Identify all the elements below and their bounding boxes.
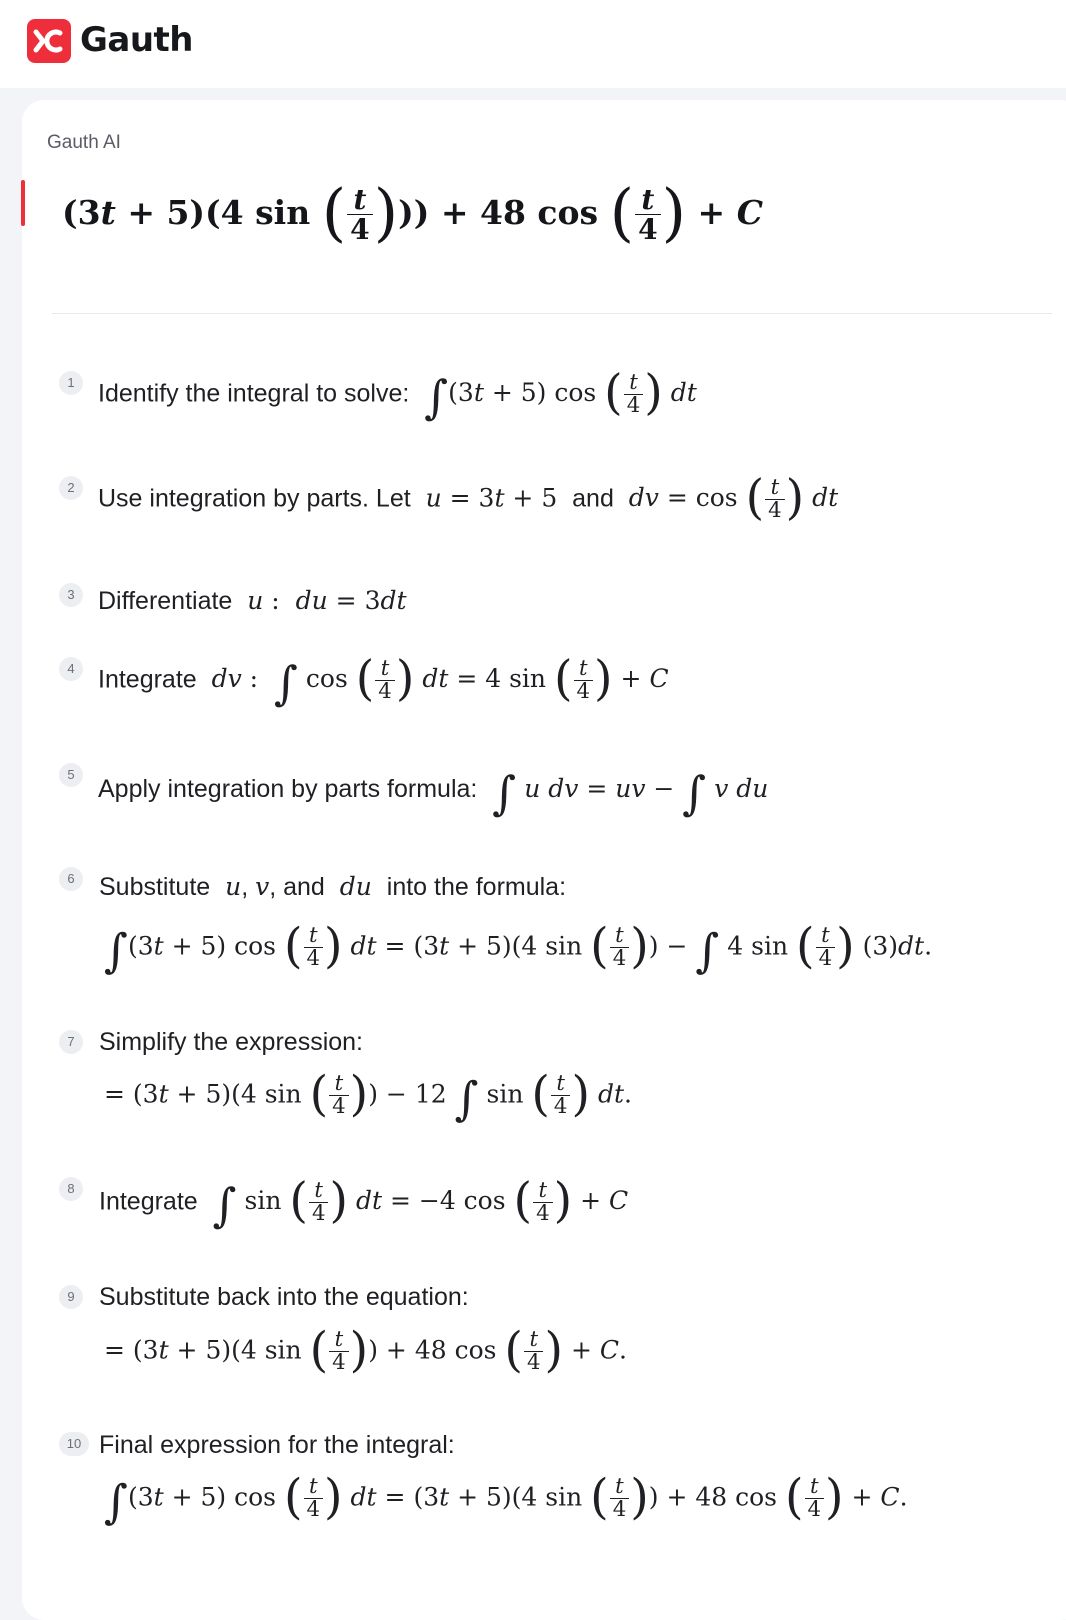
step-9-equation: = (3t + 5)(4 sin ( $\frac{t}{4}$ )) + 48 cos ( $\frac{t}{4}$ ) + C. — [104, 1322, 627, 1378]
final-answer: (3t + 5)(4 sin ( $\frac{t}{4}$ ))) + 48 cos ( $\frac{t}{4}$ ) + C — [62, 175, 763, 249]
step-number: 5 — [59, 763, 83, 787]
step-number: 3 — [59, 583, 83, 607]
app-name[interactable]: Gauth — [80, 20, 194, 60]
step-8-text: Integrate ∫ sin ( $\frac{t}{4}$ ) dt = −4 cos ( $\frac{t}{4}$ ) + C — [99, 1173, 629, 1233]
step-number: 4 — [59, 657, 83, 681]
step-5-text: Apply integration by parts formula: ∫ u dv = uv − ∫ v du — [98, 766, 769, 820]
step-2-text: Use integration by parts. Let u = 3t + 5 and dv = cos ( $\frac{t}{4}$ ) dt — [98, 470, 839, 526]
step-1-text: Identify the integral to solve: ∫(3t + 5) cos ( $\frac{t}{4}$ ) dt — [98, 365, 697, 425]
gauth-logo-icon[interactable] — [27, 19, 71, 63]
step-10-text: Final expression for the integral: — [99, 1431, 455, 1459]
step-number: 9 — [59, 1285, 83, 1309]
step-number: 1 — [59, 371, 83, 395]
step-number: 10 — [59, 1432, 89, 1456]
step-7-equation: = (3t + 5)(4 sin ( $\frac{t}{4}$ )) − 12 ∫ sin ( $\frac{t}{4}$ ) dt. — [104, 1066, 632, 1126]
step-10-equation: ∫(3t + 5) cos ( $\frac{t}{4}$ ) dt = (3t + 5)(4 sin ( $\frac{t}{4}$ )) + 48 cos ( $\frac{t}{4}$ ) + C. — [104, 1469, 908, 1529]
divider — [52, 313, 1052, 314]
answer-accent-bar — [21, 180, 25, 226]
step-1-math: ∫(3t + 5) cos ( $\frac{t}{4}$ ) dt — [424, 365, 697, 425]
step-number: 8 — [59, 1177, 83, 1201]
step-6-text: Substitute u, v, and du into the formula: — [99, 872, 567, 901]
answer-card — [22, 100, 1066, 1620]
step-number: 2 — [59, 476, 83, 500]
step-number: 6 — [59, 867, 83, 891]
header-bar — [0, 0, 1066, 88]
step-number: 7 — [59, 1030, 83, 1054]
step-9-text: Substitute back into the equation: — [99, 1283, 469, 1311]
step-4-text: Integrate dv : ∫ cos ( $\frac{t}{4}$ ) dt = 4 sin ( $\frac{t}{4}$ ) + C — [98, 651, 669, 711]
step-3-text: Differentiate u : du = 3dt — [98, 586, 407, 615]
step-7-text: Simplify the expression: — [99, 1028, 364, 1056]
step-6-equation: ∫(3t + 5) cos ( $\frac{t}{4}$ ) dt = (3t + 5)(4 sin ( $\frac{t}{4}$ )) − ∫ 4 sin ( $\frac{t}{4}$ ) (3)dt. — [104, 918, 933, 978]
section-label: Gauth AI — [47, 132, 121, 153]
